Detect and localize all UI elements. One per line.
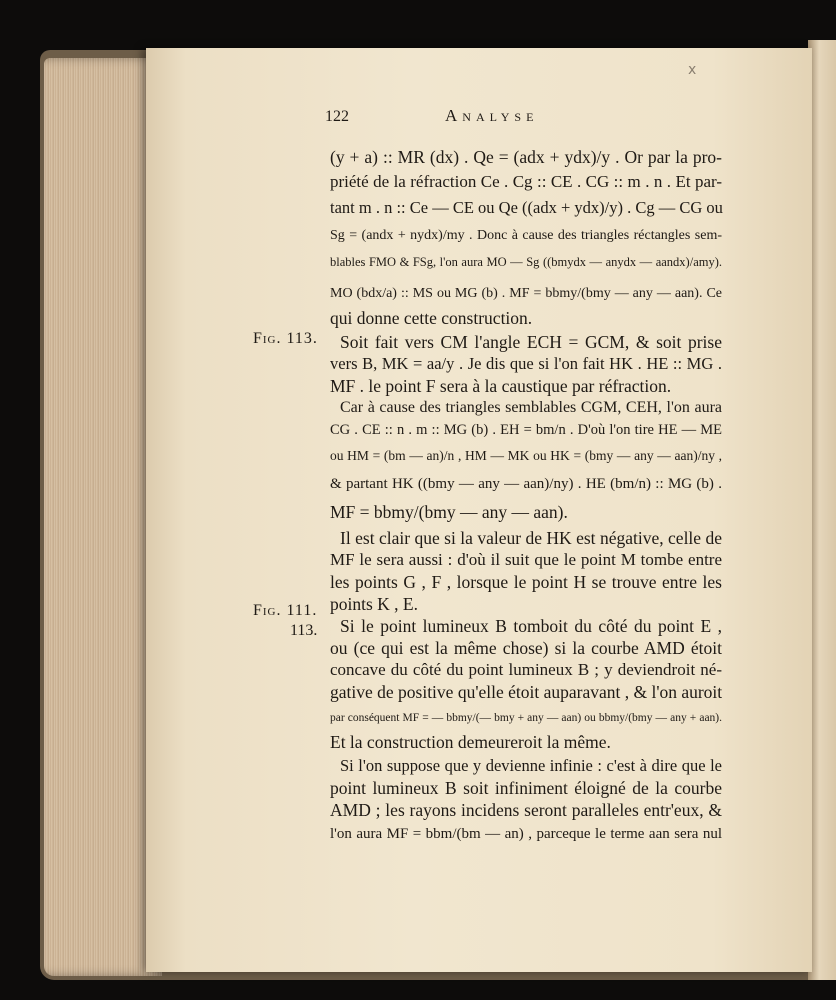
text-line: l'on aura MF = bbm/(bm — an) , parceque le terme aan sera nul: [330, 826, 722, 842]
page-edges: [44, 58, 162, 976]
text-line: CG . CE :: n . m :: MG (b) . EH = bm/n . D'où l'on tire HE — ME: [330, 422, 722, 438]
text-line: blables FMO & FSg, l'on aura MO — Sg ((bmydx — anydx — aandx)/amy).: [330, 255, 722, 269]
text-line: gative de positive qu'elle étoit auparavant , & l'on auroit: [330, 682, 723, 702]
text-line: Sg = (andx + nydx)/my . Donc à cause des triangles réctangles sem-: [330, 228, 722, 243]
text-line: AMD ; les rayons incidens seront paralleles entr'eux, &: [330, 800, 722, 820]
text-line: points K , E.: [330, 594, 418, 614]
text-line: Si le point lumineux B tomboit du côté du point E ,: [340, 616, 722, 636]
text-line: (y + a) :: MR (dx) . Qe = (adx + ydx)/y . Or par la pro-: [330, 147, 722, 167]
text-line: tant m . n :: Ce — CE ou Qe ((adx + ydx)/y) . Cg — CG ou: [330, 198, 723, 217]
text-line: point lumineux B soit infiniment éloigné de la courbe: [330, 778, 722, 798]
margin-note-fig-111: Fig. 111.: [253, 602, 318, 619]
text-line: MF . le point F sera à la caustique par réfraction.: [330, 376, 672, 396]
text-line: les points G , F , lorsque le point H se trouve entre les: [330, 572, 722, 592]
text-line: MF = bbmy/(bmy — any — aan).: [330, 502, 568, 522]
text-line: qui donne cette construction.: [330, 308, 533, 328]
text-line: Soit fait vers CM l'angle ECH = GCM, & soit prise: [340, 332, 722, 352]
text-line: Car à cause des triangles semblables CGM, CEH, l'on aura: [340, 399, 722, 416]
text-line: par conséquent MF = — bbmy/(— bmy + any — aan) ou bbmy/(bmy — any + aan).: [330, 712, 722, 724]
text-line: ou HM = (bm — an)/n , HM — MK ou HK = (bmy — any — aan)/ny ,: [330, 448, 722, 463]
text-line: MO (bdx/a) :: MS ou MG (b) . MF = bbmy/(bmy — any — aan). Ce: [330, 286, 722, 301]
running-title: Analyse: [445, 106, 539, 125]
text-line: Il est clair que si la valeur de HK est négative, celle de: [340, 528, 722, 548]
text-line: concave du côté du point lumineux B ; y deviendroit né-: [330, 660, 722, 679]
pencil-mark: x: [688, 62, 697, 78]
margin-note-fig-113: Fig. 113.: [253, 330, 318, 347]
text-line: priété de la réfraction Ce . Cg :: CE . CG :: m . n . Et par-: [330, 172, 722, 191]
text-line: ou (ce qui est la même chose) si la courbe AMD étoit: [330, 638, 722, 658]
margin-note-113: 113.: [290, 622, 318, 639]
text-line: vers B, MK = aa/y . Je dis que si l'on fait HK . HE :: MG .: [330, 354, 722, 373]
facing-page: [808, 40, 836, 980]
page-number: 122: [325, 108, 349, 125]
text-line: MF le sera aussi : d'où il suit que le point M tombe entre: [330, 550, 722, 569]
text-line: & partant HK ((bmy — any — aan)/ny) . HE (bm/n) :: MG (b) .: [330, 476, 722, 492]
text-line: Si l'on suppose que y devienne infinie : c'est à dire que le: [340, 756, 722, 775]
text-line: Et la construction demeureroit la même.: [330, 732, 611, 752]
